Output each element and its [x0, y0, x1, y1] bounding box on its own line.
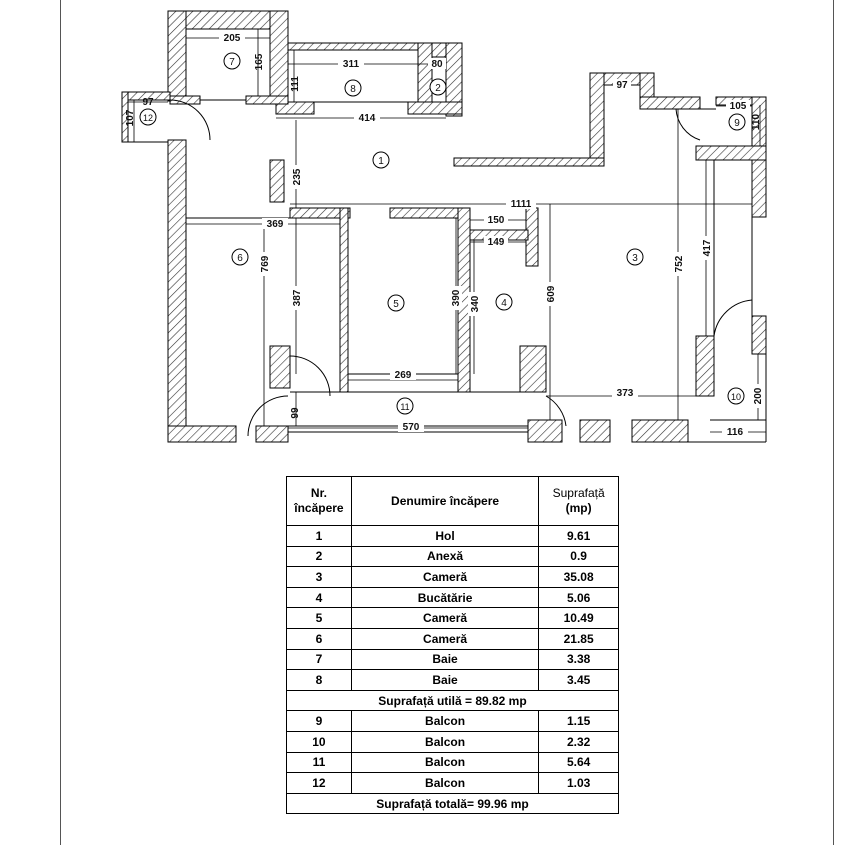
dim-387: 387: [292, 289, 303, 307]
table-cell: 1.15: [539, 711, 619, 732]
table-cell: Balcon: [351, 731, 538, 752]
table-cell: 6: [287, 628, 352, 649]
table-row: [287, 546, 619, 567]
dim-97-top: 97: [616, 80, 628, 91]
dim-609: 609: [546, 285, 557, 303]
dim-373: 373: [616, 388, 634, 399]
table-row: [287, 628, 619, 649]
table-cell: Balcon: [351, 752, 538, 773]
table-cell: 5: [287, 608, 352, 629]
walls: [122, 11, 766, 442]
dim-369: 369: [266, 219, 284, 230]
table-cell: 9: [287, 711, 352, 732]
dim-269: 269: [394, 370, 412, 381]
total-area-row: [287, 793, 619, 814]
table-cell: 5.06: [539, 587, 619, 608]
dim-116: 116: [726, 427, 744, 438]
table-row: [287, 670, 619, 691]
table-cell: Cameră: [351, 608, 538, 629]
dim-165: 165: [254, 53, 265, 71]
table-cell: Bucătărie: [351, 587, 538, 608]
table-row: [287, 649, 619, 670]
useful-area-row: [287, 690, 619, 711]
room-marker-9: 9: [734, 118, 740, 129]
table-cell: 12: [287, 773, 352, 794]
header-room-number: Nr. încăpere: [287, 477, 352, 526]
table-cell: 10.49: [539, 608, 619, 629]
table-cell: 5.64: [539, 752, 619, 773]
table-cell: 1.03: [539, 773, 619, 794]
table-cell: Hol: [351, 526, 538, 547]
dim-752: 752: [674, 255, 685, 273]
room-marker-11: 11: [400, 402, 410, 412]
useful-area-total: Suprafață utilă = 89.82 mp: [287, 690, 619, 711]
dim-105: 105: [729, 101, 747, 112]
table-header-row: [287, 477, 619, 526]
dim-340: 340: [470, 295, 481, 313]
table-cell: 2: [287, 546, 352, 567]
table-cell: 10: [287, 731, 352, 752]
table-cell: 3: [287, 567, 352, 588]
dim-107: 107: [125, 109, 136, 127]
room-marker-10: 10: [730, 392, 742, 402]
table-cell: 21.85: [539, 628, 619, 649]
dim-99: 99: [290, 407, 301, 419]
table-cell: Balcon: [351, 711, 538, 732]
table-row: [287, 752, 619, 773]
dim-414: 414: [358, 113, 376, 124]
table-cell: 11: [287, 752, 352, 773]
dim-570: 570: [402, 422, 420, 433]
dim-205: 205: [223, 33, 241, 44]
dim-110: 110: [751, 113, 762, 131]
room-marker-3: 3: [632, 253, 638, 264]
table-cell: Cameră: [351, 567, 538, 588]
table-row: [287, 711, 619, 732]
header-room-area: Suprafață (mp): [539, 477, 619, 526]
room-marker-6: 6: [237, 253, 243, 264]
table-cell: 2.32: [539, 731, 619, 752]
table-row: [287, 587, 619, 608]
dim-417: 417: [702, 239, 713, 257]
table-cell: Balcon: [351, 773, 538, 794]
dim-111: 111: [290, 76, 301, 92]
dim-1111: 1111: [510, 199, 532, 210]
table-row: [287, 608, 619, 629]
table-cell: 35.08: [539, 567, 619, 588]
room-area-table: [286, 476, 619, 814]
room-marker-4: 4: [501, 298, 507, 309]
dim-150: 150: [487, 215, 505, 226]
table-row: [287, 773, 619, 794]
table-cell: 3.38: [539, 649, 619, 670]
table-row: [287, 526, 619, 547]
table-cell: 4: [287, 587, 352, 608]
dimension-labels: [125, 32, 764, 438]
table-cell: 0.9: [539, 546, 619, 567]
room-marker-5: 5: [393, 299, 399, 310]
dim-149: 149: [487, 237, 505, 248]
dim-80: 80: [431, 59, 443, 70]
dim-97-balcony: 97: [142, 97, 154, 108]
room-marker-2: 2: [435, 83, 441, 94]
room-marker-8: 8: [350, 84, 356, 95]
table-cell: 7: [287, 649, 352, 670]
total-area: Suprafață totală= 99.96 mp: [287, 793, 619, 814]
room-marker-7: 7: [229, 57, 235, 68]
room-marker-1: 1: [378, 156, 384, 167]
dim-311: 311: [342, 59, 360, 70]
table-cell: Cameră: [351, 628, 538, 649]
room-marker-12: 12: [142, 113, 154, 123]
table-cell: Baie: [351, 649, 538, 670]
table-cell: 1: [287, 526, 352, 547]
dim-235: 235: [292, 168, 303, 186]
table-row: [287, 731, 619, 752]
table-cell: 3.45: [539, 670, 619, 691]
table-cell: 9.61: [539, 526, 619, 547]
table-cell: Baie: [351, 670, 538, 691]
dim-390: 390: [451, 289, 462, 307]
header-room-name: Denumire încăpere: [351, 477, 538, 526]
table-row: [287, 567, 619, 588]
dim-200: 200: [753, 387, 764, 405]
dim-769: 769: [260, 255, 271, 273]
table-cell: 8: [287, 670, 352, 691]
table-cell: Anexă: [351, 546, 538, 567]
